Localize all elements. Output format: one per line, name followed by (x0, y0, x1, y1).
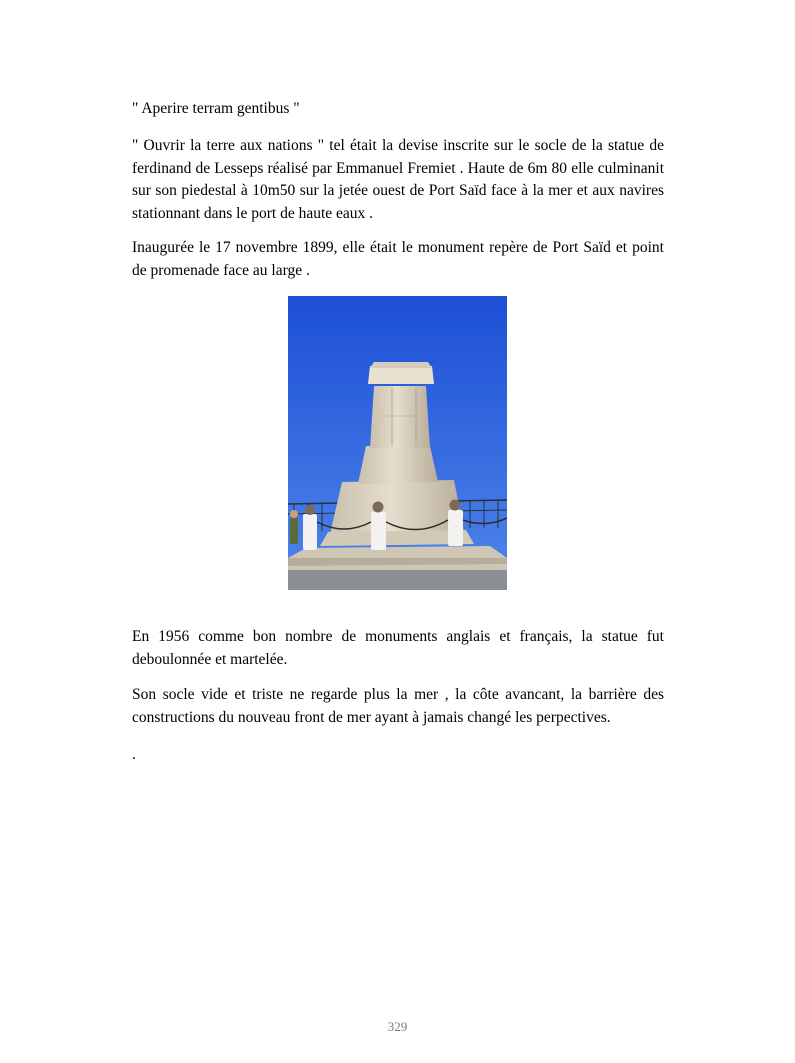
pedestal-photo (288, 296, 507, 590)
motto-paragraph: " Aperire terram gentibus " (132, 100, 300, 117)
intro-paragraph: " Ouvrir la terre aux nations " tel était la devise inscrite sur le socle de la statue de ferdinand de Lesseps réalisé par Emmanuel Fremiet . Haute de 6m 80 elle culminanit sur son piedestal à 10m50 sur la jetée ouest de Port Saïd face à la mer et aux navires stationnant dans le port de haute eaux . (132, 137, 664, 222)
pedestal-photo-illustration (288, 296, 507, 590)
removal-1956-paragraph: En 1956 comme bon nombre de monuments anglais et français, la statue fut deboulonnée et martelée. (132, 628, 664, 668)
page-number: 329 (387, 1019, 408, 1034)
empty-pedestal-paragraph: Son socle vide et triste ne regarde plus la mer , la côte avancant, la barrière des constructions du nouveau front de mer ayant à jamais changé les perpectives. (132, 686, 664, 726)
inauguration-paragraph: Inaugurée le 17 novembre 1899, elle était le monument repère de Port Saïd et point de promenade face au large . (132, 239, 664, 279)
trailing-dot: . (132, 746, 136, 763)
